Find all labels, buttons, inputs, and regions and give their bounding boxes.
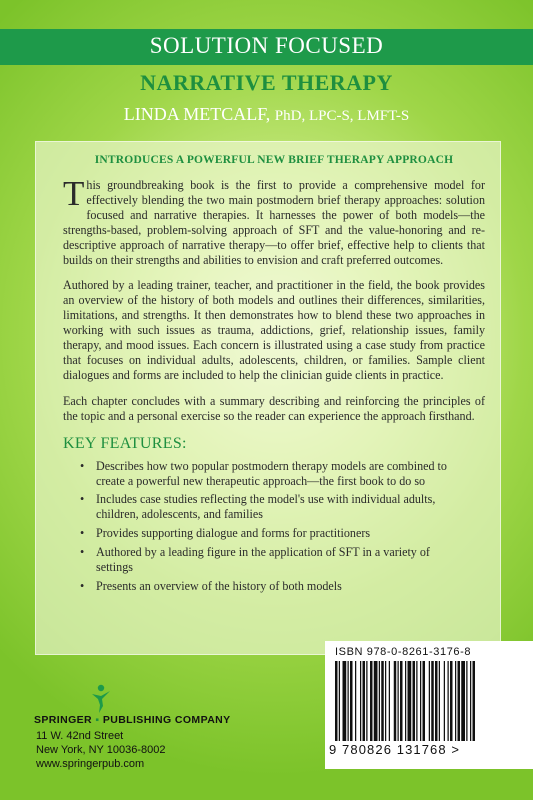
barcode-icon — [335, 661, 525, 741]
book-title-line-2: NARRATIVE THERAPY — [140, 70, 393, 95]
publisher-name-right: PUBLISHING COMPANY — [102, 714, 231, 726]
book-title-line-1: SOLUTION FOCUSED — [149, 33, 384, 58]
address-line-1: 11 W. 42nd Street — [36, 730, 124, 742]
isbn-label: ISBN 978-0-8261-3176-8 — [335, 646, 472, 658]
bullet-icon: • — [80, 458, 85, 473]
list-item: • Provides supporting dialogue and forms for practitioners — [80, 526, 371, 541]
author-credentials: PhD, LPC-S, LMFT-S — [274, 108, 410, 124]
barcode-digits: 9 780826 131768 > — [329, 742, 461, 757]
key-features-heading: KEY FEATURES: — [63, 434, 187, 452]
list-item: • Includes case studies reflecting the model's use with individual adults, children, adolescents, and families — [80, 492, 436, 522]
list-item: • Describes how two popular postmodern therapy models are combined to create a powerful new therapeutic approach—the first book to do so — [80, 458, 447, 488]
description-panel — [35, 141, 501, 655]
bullet-icon: • — [80, 526, 85, 541]
paragraph-1-text: his groundbreaking book is the first to provide a comprehensive model for effectively blending the two main postmodern brief therapy approaches: solution focused and narrative therapies. It harnesses the power of both models—the strengths-based, problem-solving approach of SFT and the value-honoring and re-descriptive approach of narrative therapy—to offer brief, effective help to clients that builds on their strengths and abilities to envision and craft preferred outcomes. — [63, 178, 485, 267]
publisher-block — [34, 684, 294, 774]
description-paragraph-3: Each chapter concludes with a summary describing and reinforcing the principles of the topic and a personal exercise so the reader can experience the approach firsthand. — [63, 393, 485, 423]
address-line-2: New York, NY 10036-8002 — [36, 744, 166, 756]
list-item: • Authored by a leading figure in the application of SFT in a variety of settings — [80, 545, 430, 575]
drop-cap: T — [63, 174, 85, 213]
author-line — [0, 104, 533, 125]
bullet-icon: • — [80, 578, 85, 593]
publisher-name-left: SPRINGER — [34, 714, 93, 726]
bullet-icon: • — [80, 492, 85, 507]
bullet-icon: • — [80, 545, 85, 560]
publisher-website[interactable]: www.springerpub.com — [36, 758, 145, 770]
list-item: • Presents an overview of the history of both models — [80, 578, 342, 593]
description-paragraph-2: Authored by a leading trainer, teacher, and practitioner in the field, the book provides an overview of the history of both models and outlines their differences, similarities, limitations, and strengths. It then demonstrates how to blend these two approaches in working with such issues as trauma, addictions, grief, relationship issues, family therapy, and mood issues. Each concern is illustrated using a case study from practice that focuses on individual adults, adolescents, children, or families. Sample client dialogues and forms are included to help the clinician guide clients in practice. — [63, 278, 485, 382]
author-name: LINDA METCALF, — [123, 104, 271, 124]
key-features-list — [63, 459, 485, 594]
tagline: INTRODUCES A POWERFUL NEW BRIEF THERAPY APPROACH — [94, 154, 454, 166]
springer-figure-icon — [90, 684, 112, 714]
publisher-name: SPRINGER ▪ PUBLISHING COMPANY — [34, 714, 231, 726]
description-paragraph-1 — [63, 174, 485, 267]
barcode-box — [325, 641, 533, 769]
